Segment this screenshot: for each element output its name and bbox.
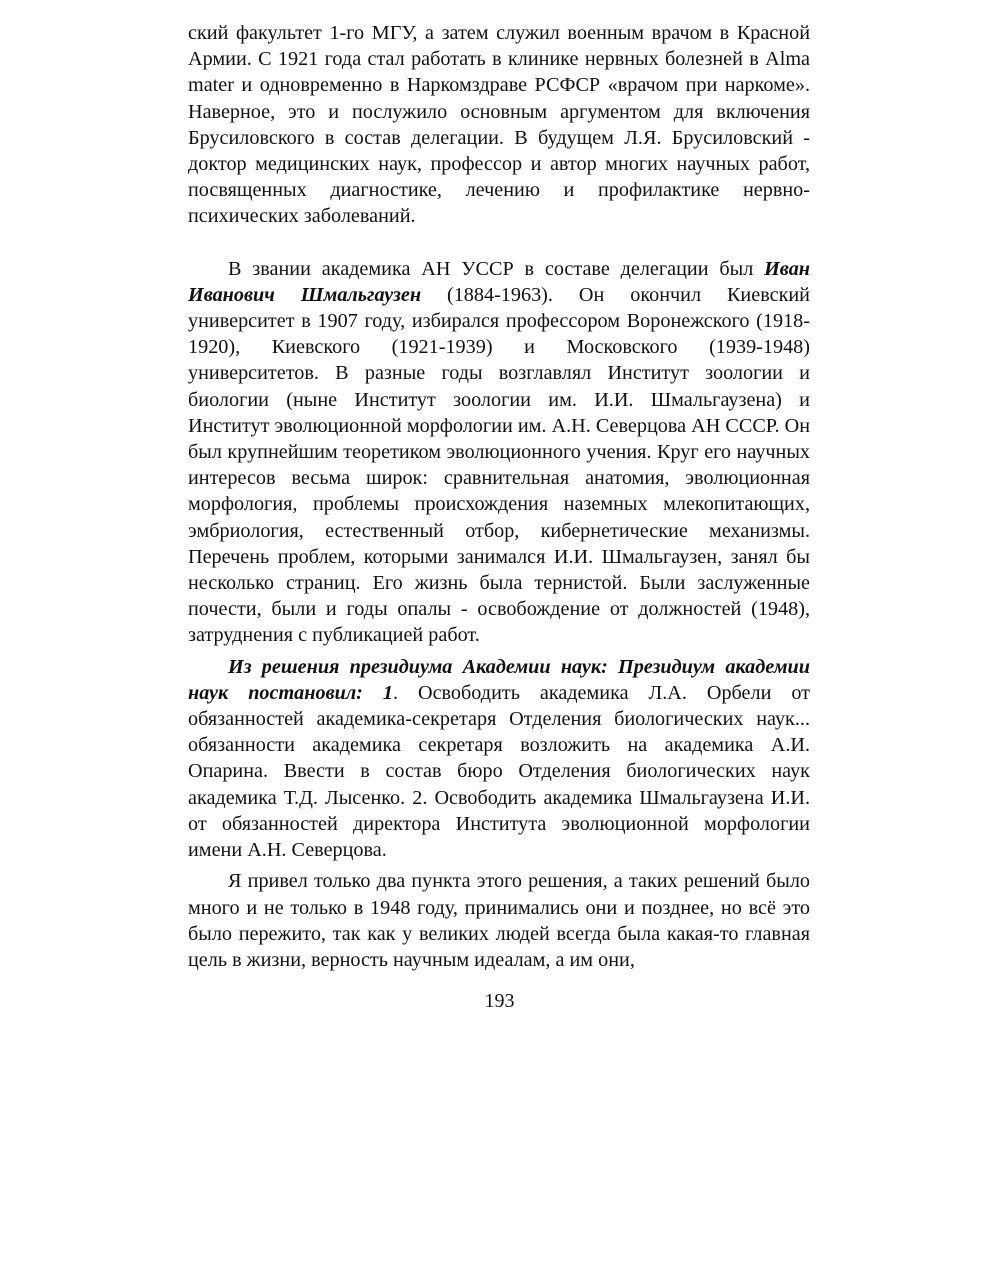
decision-heading: Из решения президиума Академии наук: Президиум академии наук постановил: 1	[188, 655, 810, 704]
page-number: 193	[484, 990, 515, 1012]
paragraph-text: (1884-1963). Он окончил Киевский университет в 1907 году, избирался профессором Воронежского (1918-1920), Киевского (1921-1939) и Московского (1939-1948) университетов. В разные годы возглавлял Институт зоологии и биологии (ныне Институт зоологии им. И.И. Шмальгаузена) и Институт эволюционной морфологии им. А.Н. Северцова АН СССР. Он был крупнейшим теоретиком эволюционного учения. Круг его научных интересов весьма широк: сравнительная анатомия, эволюционная морфология, проблемы происхождения наземных млекопитающих, эмбриология, естественный отбор, кибернетические механизмы. Перечень проблем, которыми занимался И.И. Шмальгаузен, занял бы несколько страниц. Его жизнь была тернистой. Были заслуженные почести, были и годы опалы - освобождение от должностей (1948), затруднения с публикацией работ.	[188, 283, 810, 647]
paragraph-decision	[188, 654, 810, 864]
page-body	[188, 20, 810, 973]
decision-text: . Освободить академика Л.А. Орбели от обязанностей академика-секретаря Отделения биологических наук... обязанности академика секретаря возложить на академика А.И. Опарина. Ввести в состав бюро Отделения биологических наук академика Т.Д. Лысенко. 2. Освободить академика Шмальгаузена И.И. от обязанностей директора Института эволюционной морфологии имени А.Н. Северцова.	[188, 681, 810, 862]
paragraph-schmalhausen	[188, 256, 810, 649]
paragraph-lead: В звании академика АН УССР в составе делегации был	[228, 257, 765, 280]
paragraph-conclusion: Я привел только два пункта этого решения, а таких решений было много и не только в 1948 году, принимались они и позднее, но всё это было пережито, так как у великих людей всегда была какая-то главная цель в жизни, верность научным идеалам, а им они,	[188, 870, 810, 971]
person-name: Иван Иванович Шмальгаузен	[188, 257, 810, 306]
paragraph-brusilovsky: ский факультет 1-го МГУ, а затем служил военным врачом в Красной Армии. С 1921 года стал работать в клинике нервных болезней в Alma mater и одновременно в Наркомздраве РСФСР «врачом при наркоме». Наверное, это и послужило основным аргументом для включения Брусиловского в состав делегации. В будущем Л.Я. Брусиловский - доктор медицинских наук, профессор и автор многих научных работ, посвященных диагностике, лечению и профилактике нервно-психических заболеваний.	[188, 22, 810, 228]
